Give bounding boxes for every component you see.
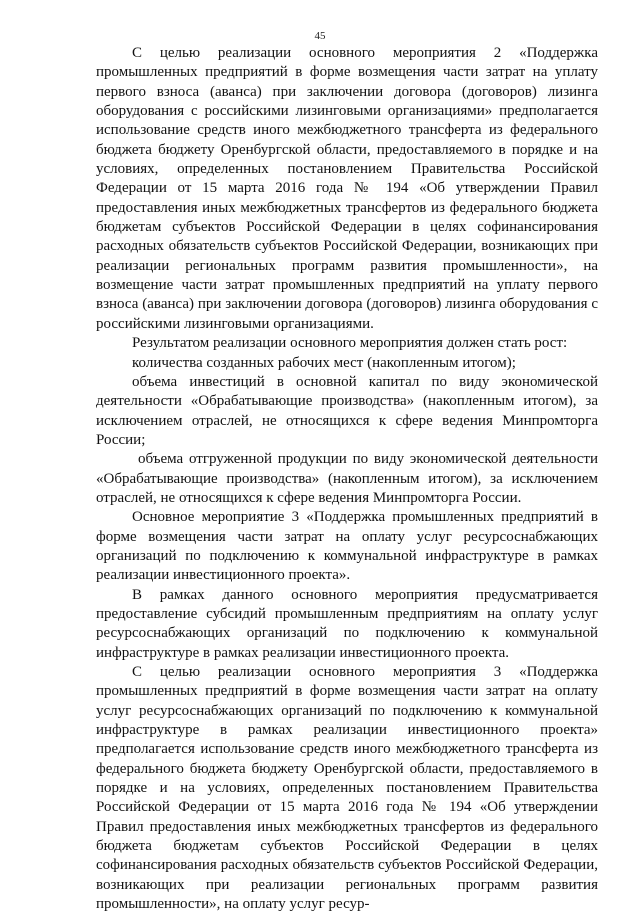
paragraph-measure-2-funding: С целью реализации основного мероприятия 2 «Поддержка промышленных предприятий в форме возмещения части затрат на уплату первого взноса (аванса) при заключении договора (договоров) лизинга оборудования с российскими лизинговыми организациями» предполагается использование средств иного межбюджетного трансферта из федерального бюджета бюджету Оренбургской области, предоставляемого в порядке и на условиях, определенных постановлением Правительства Российской Федерации от 15 марта 2016 года № 194 «Об утверждении Правил предоставления иных межбюджетных трансфертов из федерального бюджета бюджетам субъектов Российской Федерации в целях софинансирования расходных обязательств субъектов Российской Федерации, возникающих при реализации региональных программ развития промышленности», на возмещение части затрат промышленных предприятий на уплату первого взноса (аванса) при заключении договора (договоров) лизинга оборудования с российскими лизинговыми организациями.: [96, 45, 598, 332]
paragraph-result-jobs: количества созданных рабочих мест (накопленным итогом);: [132, 354, 516, 371]
document-body: [96, 44, 598, 914]
paragraph-result-shipped-products: объема отгруженной продукции по виду экономической деятельности «Обрабатывающие производства» (накопленным итогом), за исключением отраслей, не относящихся к сфере ведения Минпромторга России.: [96, 451, 598, 506]
paragraph-result-intro: Результатом реализации основного мероприятия должен стать рост:: [132, 335, 568, 352]
paragraph-measure-3-subsidies: В рамках данного основного мероприятия предусматривается предоставление субсидий промышленным предприятиям на оплату услуг ресурсоснабжающих организаций по подключению к коммунальной инфраструктуре в рамках реализации инвестиционного проекта.: [96, 586, 598, 661]
page-number: 45: [314, 30, 326, 42]
paragraph-measure-3-funding: С целью реализации основного мероприятия 3 «Поддержка промышленных предприятий в форме возмещения части затрат на оплату услуг ресурсоснабжающих организаций по подключению к коммунальной инфраструктуре в рамках реализации инвестиционного проекта» предполагается использование средств иного межбюджетного трансферта из федерального бюджета бюджету Оренбургской области, предоставляемого в порядке и на условиях, определенных постановлением Правительства Российской Федерации от 15 марта 2016 года № 194 «Об утверждении Правил предоставления иных межбюджетных трансфертов из федерального бюджета бюджетам субъектов Российской Федерации в целях софинансирования расходных обязательств субъектов Российской Федерации, возникающих при реализации региональных программ развития промышленности», на оплату услуг ресур-: [96, 664, 598, 913]
paragraph-measure-3-title: Основное мероприятие 3 «Поддержка промышленных предприятий в форме возмещения части затрат на оплату услуг ресурсоснабжающих организаций по подключению к коммунальной инфраструктуре в рамках реализации инвестиционного проекта».: [96, 509, 598, 584]
paragraph-result-investments: объема инвестиций в основной капитал по виду экономической деятельности «Обрабатывающие производства» (накопленным итогом), за исключением отраслей, не относящихся к сфере ведения Минпромторга России;: [96, 373, 598, 448]
